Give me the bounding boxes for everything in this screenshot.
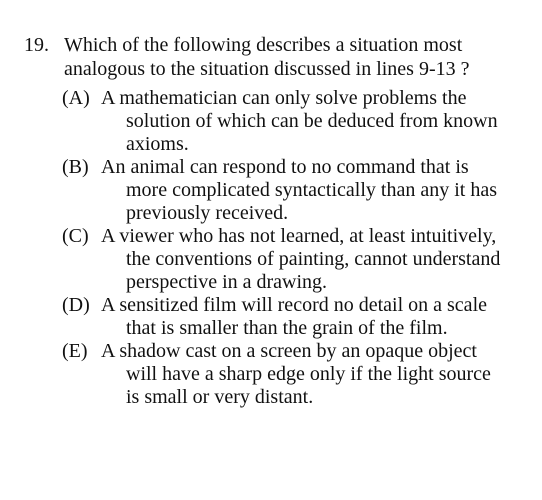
option-b [24, 156, 524, 225]
option-c-letter: (C) [62, 225, 89, 247]
option-e-letter: (E) [62, 340, 88, 362]
question-stem: Which of the following describes a situation most analogous to the situation discussed in lines 9-13 ? [64, 34, 470, 80]
option-d-letter: (D) [62, 294, 90, 316]
option-c-text: A viewer who has not learned, at least intuitively, the conventions of painting, cannot understand perspective in a drawing. [101, 225, 501, 293]
option-b-letter: (B) [62, 156, 89, 178]
option-c [24, 225, 524, 294]
option-e [24, 340, 524, 409]
option-a-text: A mathematician can only solve problems the solution of which can be deduced from known axioms. [101, 87, 498, 155]
option-d [24, 294, 524, 340]
answer-options [24, 87, 524, 409]
option-a-letter: (A) [62, 87, 90, 109]
question-number: 19. [24, 34, 49, 56]
option-e-text: A shadow cast on a screen by an opaque object will have a sharp edge only if the light source is small or very distant. [101, 340, 491, 408]
option-a [24, 87, 524, 156]
option-d-text: A sensitized film will record no detail on a scale that is smaller than the grain of the film. [101, 294, 487, 339]
question-19 [24, 33, 524, 409]
question-header [24, 33, 524, 81]
option-b-text: An animal can respond to no command that is more complicated syntactically than any it has previously received. [101, 156, 497, 224]
